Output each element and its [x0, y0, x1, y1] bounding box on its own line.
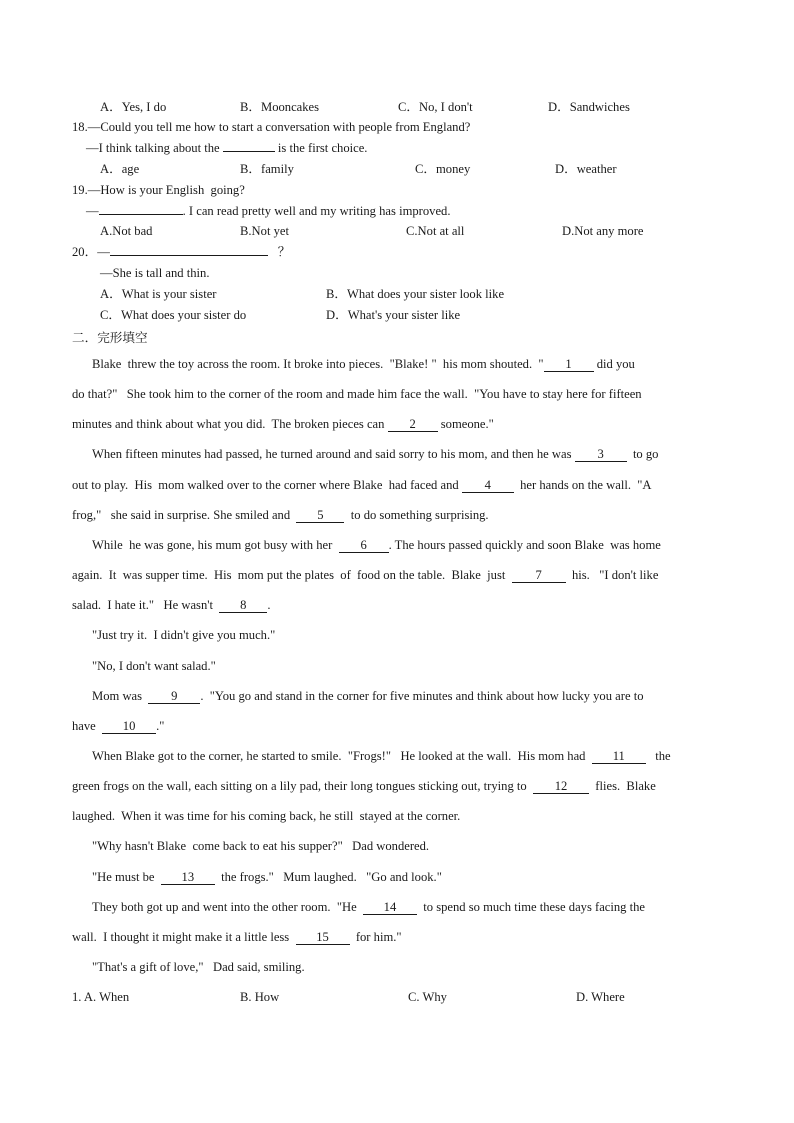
- cloze-blank-12[interactable]: 12: [533, 779, 589, 794]
- q18-option-c: C．money: [415, 162, 471, 176]
- cloze-blank-15[interactable]: 15: [296, 930, 350, 945]
- passage-text: did you: [593, 357, 635, 371]
- passage-text: the: [645, 749, 671, 763]
- passage-line-17: "Why hasn't Blake come back to eat his supper?" Dad wondered.: [92, 839, 430, 853]
- q20-option-a: A．What is your sister: [100, 287, 217, 301]
- passage-line-7: [92, 537, 661, 553]
- cloze-blank-7[interactable]: 7: [512, 568, 566, 583]
- passage-text: . The hours passed quickly and soon Blake was home: [388, 538, 661, 552]
- q18-blank[interactable]: [223, 151, 275, 152]
- q19-question: 19.—How is your English going?: [72, 183, 245, 197]
- passage-text: Mom was: [92, 689, 149, 703]
- q18-option-b: B．family: [240, 162, 294, 176]
- q18-option-a: A．age: [100, 162, 140, 176]
- q20-question-line: [72, 244, 290, 260]
- passage-line-9: [72, 597, 270, 613]
- q17-option-c: C．No, I don't: [398, 100, 473, 114]
- passage-text: to do something surprising.: [344, 508, 489, 522]
- passage-text: again. It was supper time. His mom put the plates of food on the table. Blake just: [72, 568, 512, 582]
- q17-option-b: B．Mooncakes: [240, 100, 320, 114]
- passage-line-3: [72, 416, 494, 432]
- section-2-title: 二．完形填空: [72, 330, 148, 345]
- q20-option-d: D．What's your sister like: [326, 308, 461, 322]
- q1-option-b: B. How: [240, 990, 280, 1004]
- q20-suffix: ？: [277, 245, 291, 259]
- cloze-blank-13[interactable]: 13: [161, 870, 215, 885]
- cloze-blank-3[interactable]: 3: [575, 447, 627, 462]
- passage-text: When Blake got to the corner, he started to smile. "Frogs!" He looked at the wall. His mom had: [92, 749, 592, 763]
- cloze-blank-11[interactable]: 11: [592, 749, 646, 764]
- q1-option-d: D. Where: [576, 990, 625, 1004]
- passage-text: out to play. His mom walked over to the corner where Blake had faced and: [72, 478, 462, 492]
- passage-text: Blake threw the toy across the room. It broke into pieces. "Blake! " his mom shouted. ": [92, 357, 544, 371]
- passage-text: salad. I hate it." He wasn't: [72, 598, 220, 612]
- passage-text: "He must be: [92, 870, 161, 884]
- q17-option-d: D．Sandwiches: [548, 100, 630, 114]
- q18-answer-after: is the first choice.: [274, 141, 368, 155]
- cloze-blank-10[interactable]: 10: [102, 719, 156, 734]
- cloze-blank-9[interactable]: 9: [148, 689, 200, 704]
- cloze-blank-8[interactable]: 8: [219, 598, 267, 613]
- q19-option-d: D.Not any more: [562, 224, 644, 238]
- q19-answer-after: . I can read pretty well and my writing has improved.: [182, 204, 451, 218]
- cloze-blank-1[interactable]: 1: [544, 357, 594, 372]
- cloze-blank-5[interactable]: 5: [296, 508, 344, 523]
- q20-prefix: 20．—: [72, 245, 110, 259]
- passage-line-15: [72, 778, 656, 794]
- passage-line-14: [92, 748, 671, 764]
- passage-text: his. "I don't like: [565, 568, 659, 582]
- q19-answer-line: [86, 203, 450, 219]
- q20-answer: —She is tall and thin.: [100, 266, 210, 280]
- passage-text: have: [72, 719, 103, 733]
- passage-line-4: [92, 446, 658, 462]
- passage-text: While he was gone, his mum got busy with her: [92, 538, 339, 552]
- q19-option-a: A.Not bad: [100, 224, 153, 238]
- passage-line-16: laughed. When it was time for his coming back, he still stayed at the corner.: [72, 809, 461, 823]
- passage-text: someone.": [437, 417, 494, 431]
- passage-text: They both got up and went into the other room. "He: [92, 900, 363, 914]
- passage-line-11: "No, I don't want salad.": [92, 659, 216, 673]
- passage-text: flies. Blake: [589, 779, 656, 793]
- q19-option-b: B.Not yet: [240, 224, 289, 238]
- passage-text: green frogs on the wall, each sitting on a lily pad, their long tongues sticking out, trying to: [72, 779, 533, 793]
- q18-question: 18.—Could you tell me how to start a conversation with people from England?: [72, 120, 471, 134]
- passage-text: When fifteen minutes had passed, he turned around and said sorry to his mom, and then he was: [92, 447, 575, 461]
- q20-blank[interactable]: [110, 255, 268, 256]
- passage-line-18: [92, 869, 442, 885]
- passage-text: minutes and think about what you did. The broken pieces can: [72, 417, 388, 431]
- q18-option-d: D．weather: [555, 162, 617, 176]
- q18-answer-line: [86, 140, 367, 156]
- passage-line-13: [72, 718, 164, 734]
- passage-text: wall. I thought it might make it a little less: [72, 930, 296, 944]
- cloze-blank-14[interactable]: 14: [363, 900, 417, 915]
- passage-line-6: [72, 507, 489, 523]
- passage-line-2: do that?" She took him to the corner of the room and made him face the wall. "You have to stay here for fifteen: [72, 387, 642, 401]
- passage-line-1: [92, 356, 635, 372]
- cloze-blank-4[interactable]: 4: [462, 478, 514, 493]
- passage-line-5: [72, 477, 652, 493]
- passage-text: her hands on the wall. "A: [513, 478, 652, 492]
- passage-line-19: [92, 899, 645, 915]
- q1-option-a: 1. A. When: [72, 990, 130, 1004]
- q19-blank[interactable]: [99, 214, 183, 215]
- passage-text: to go: [626, 447, 659, 461]
- q20-option-c: C．What does your sister do: [100, 308, 247, 322]
- cloze-blank-6[interactable]: 6: [339, 538, 389, 553]
- q19-option-c: C.Not at all: [406, 224, 465, 238]
- passage-text: the frogs." Mum laughed. "Go and look.": [214, 870, 442, 884]
- q17-option-a: A．Yes, I do: [100, 100, 167, 114]
- cloze-blank-2[interactable]: 2: [388, 417, 438, 432]
- q20-option-b: B．What does your sister look like: [326, 287, 505, 301]
- q18-answer-before: —I think talking about the: [86, 141, 220, 155]
- passage-line-21: "That's a gift of love," Dad said, smiling.: [92, 960, 305, 974]
- passage-text: to spend so much time these days facing the: [416, 900, 646, 914]
- passage-text: .": [156, 719, 165, 733]
- passage-line-10: "Just try it. I didn't give you much.": [92, 628, 276, 642]
- passage-text: .: [267, 598, 271, 612]
- passage-text: for him.": [349, 930, 402, 944]
- passage-text: . "You go and stand in the corner for five minutes and think about how lucky you are to: [200, 689, 644, 703]
- q1-option-c: C. Why: [408, 990, 447, 1004]
- passage-text: frog," she said in surprise. She smiled and: [72, 508, 297, 522]
- passage-line-12: [92, 688, 644, 704]
- passage-line-8: [72, 567, 658, 583]
- q19-answer-prefix: —: [86, 204, 99, 218]
- passage-line-20: [72, 929, 402, 945]
